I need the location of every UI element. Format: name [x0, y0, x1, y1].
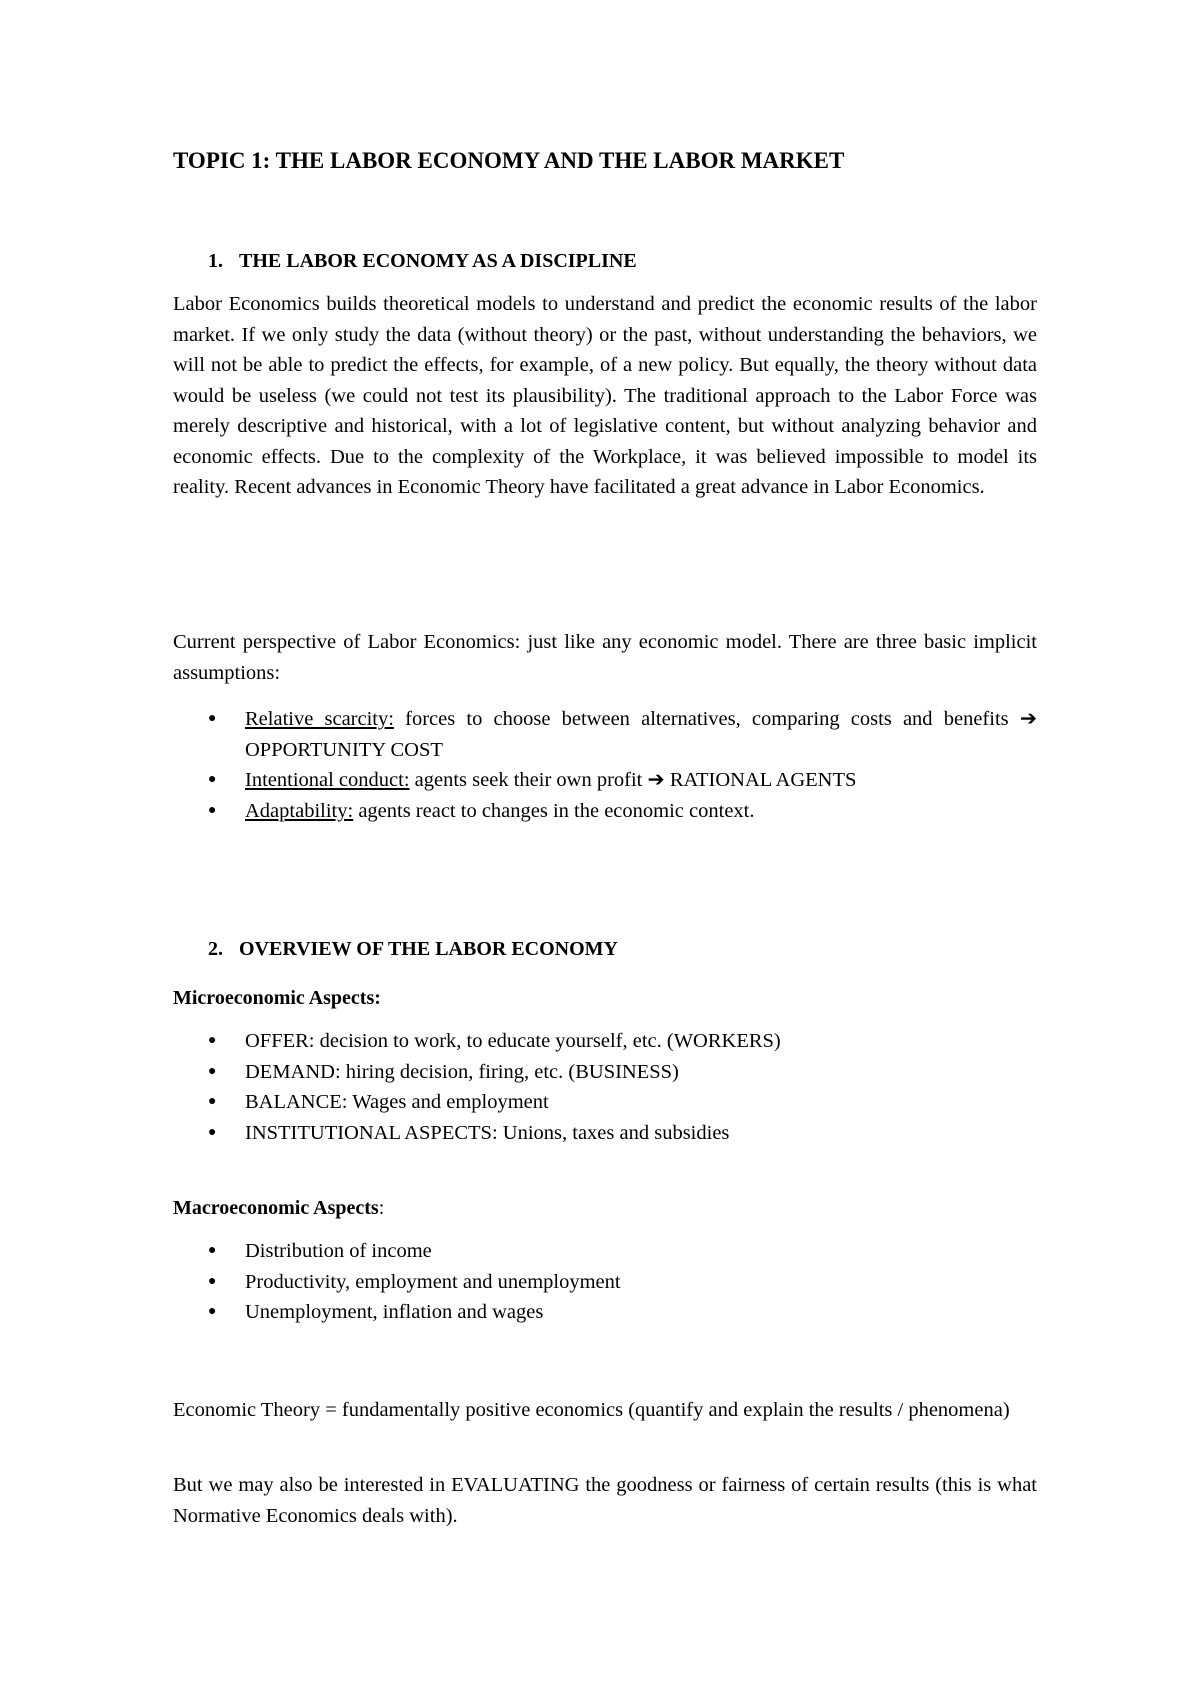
- bullet-icon: ●: [208, 1063, 217, 1079]
- bullet-icon: ●: [208, 772, 217, 787]
- section-2-heading: [173, 936, 618, 962]
- list-item: ● Relative scarcity: forces to choose between alternatives, comparing costs and benefits ➔ OPPORTUNITY COST: [173, 704, 1037, 765]
- list-item: ● BALANCE: Wages and employment: [173, 1087, 1037, 1118]
- list-item: ● OFFER: decision to work, to educate yourself, etc. (WORKERS): [173, 1026, 1037, 1057]
- microeconomic-heading: Microeconomic Aspects:: [173, 987, 381, 1009]
- section-1-number: 1.: [208, 250, 223, 272]
- bullet-icon: ●: [208, 1033, 217, 1048]
- macroeconomic-heading: Macroeconomic Aspects:: [173, 1197, 385, 1219]
- list-item: ● DEMAND: hiring decision, firing, etc. (BUSINESS): [173, 1057, 1037, 1088]
- bullet-icon: ●: [208, 1304, 217, 1319]
- bullet-icon: ●: [208, 711, 217, 726]
- list-item: ● INSTITUTIONAL ASPECTS: Unions, taxes and subsidies: [173, 1118, 1037, 1149]
- bullet-icon: ●: [208, 1094, 217, 1109]
- assumption-term: Adaptability:: [245, 799, 354, 822]
- positive-economics-paragraph: Economic Theory = fundamentally positive economics (quantify and explain the results / phenomena): [173, 1399, 1010, 1421]
- perspective-paragraph: Current perspective of Labor Economics: just like any economic model. There are three basic implicit assumptions:: [173, 631, 1037, 684]
- assumption-term: Relative scarcity:: [245, 708, 394, 730]
- bullet-icon: ●: [208, 1273, 217, 1289]
- bullet-icon: ●: [208, 1124, 217, 1140]
- list-item: ● Distribution of income: [173, 1236, 1037, 1267]
- microeconomic-list: [173, 1026, 1037, 1148]
- section-1-paragraph: Labor Economics builds theoretical models to understand and predict the economic results of the labor market. If we only study the data (without theory) or the past, without understanding the behaviors, we will not be able to predict the effects, for example, of a new policy. But equally, the theory without data would be useless (we could not test its plausibility). The traditional approach to the Labor Force was merely descriptive and historical, with a lot of legislative content, but without analyzing behavior and economic effects. Due to the complexity of the Workplace, it was believed impossible to model its reality. Recent advances in Economic Theory have facilitated a great advance in Labor Economics.: [173, 293, 1037, 498]
- section-2-number: 2.: [208, 938, 223, 960]
- document-title: TOPIC 1: THE LABOR ECONOMY AND THE LABOR MARKET: [173, 148, 845, 173]
- arrow-icon: ➔: [647, 769, 665, 791]
- list-item: ● Productivity, employment and unemployment: [173, 1267, 1037, 1298]
- list-item: ● Unemployment, inflation and wages: [173, 1297, 1037, 1328]
- assumptions-list: [173, 704, 1037, 826]
- section-2-title: OVERVIEW OF THE LABOR ECONOMY: [239, 938, 618, 960]
- macroeconomic-list: [173, 1236, 1037, 1328]
- list-item: ● Intentional conduct: agents seek their own profit ➔ RATIONAL AGENTS: [173, 765, 1037, 796]
- bullet-icon: ●: [208, 802, 217, 818]
- list-item: ● Adaptability: agents react to changes in the economic context.: [173, 796, 1037, 827]
- normative-economics-paragraph: But we may also be interested in EVALUATING the goodness or fairness of certain results (this is what Normative Economics deals with).: [173, 1474, 1037, 1527]
- assumption-term: Intentional conduct:: [245, 769, 410, 791]
- bullet-icon: ●: [208, 1243, 217, 1258]
- arrow-icon: ➔: [1019, 708, 1037, 730]
- section-1-heading: [173, 248, 637, 274]
- section-1-title: THE LABOR ECONOMY AS A DISCIPLINE: [239, 250, 637, 272]
